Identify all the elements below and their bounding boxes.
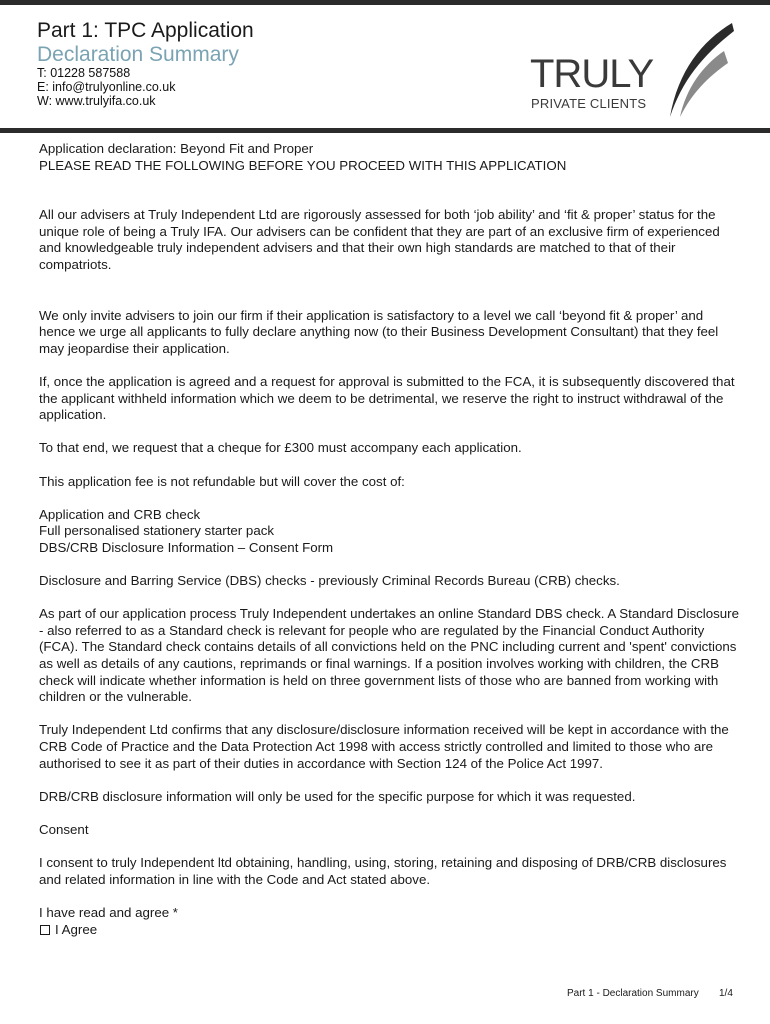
agree-checkbox-label: I Agree bbox=[55, 921, 98, 937]
header bbox=[0, 5, 770, 128]
declaration-body bbox=[39, 141, 739, 938]
list-item: DBS/CRB Disclosure Information – Consent Form bbox=[39, 539, 334, 555]
consent-heading: Consent bbox=[39, 821, 89, 837]
paragraph-refund: This application fee is not refundable but will cover the cost of: bbox=[39, 473, 405, 489]
footer-label: Part 1 - Declaration Summary bbox=[567, 988, 699, 999]
paragraph-advisers: All our advisers at Truly Independent Ltd are rigorously assessed for both ‘job ability’ and ‘fit & proper’ status for the unique role of being a Truly IFA. Our advisers can be confident that they are part of an exclusive firm of experienced and knowledgeable truly independent advisers and that their own high standards are matched to that of their compatriots. bbox=[39, 207, 720, 272]
intro-line: Application declaration: Beyond Fit and Proper bbox=[39, 141, 314, 156]
paragraph-invite: We only invite advisers to join our firm if their application is satisfactory to a level we call ‘beyond fit & proper’ and hence we urge all applicants to fully declare anything now (to their Business Development Consultant) that they feel may jeopardise their application. bbox=[39, 307, 719, 356]
paragraph-confirmation: Truly Independent Ltd confirms that any disclosure/disclosure information received will be kept in accordance with the CRB Code of Practice and the Data Protection Act 1998 with access strictly controlled and limited to those who are authorised to see it as part of their duties in accordance with Section 124 of the Police Act 1997. bbox=[39, 722, 729, 771]
list-item: Full personalised stationery starter pack bbox=[39, 523, 275, 539]
logo-wordmark: TRULY bbox=[530, 52, 654, 96]
paragraph-fee: To that end, we request that a cheque for £300 must accompany each application. bbox=[39, 440, 522, 456]
page-number: 1/4 bbox=[719, 988, 733, 999]
feather-logo-icon bbox=[662, 21, 737, 121]
agree-checkbox-row[interactable] bbox=[39, 922, 739, 939]
header-rule bbox=[0, 128, 770, 133]
intro-warning: PLEASE READ THE FOLLOWING BEFORE YOU PROCEED WITH THIS APPLICATION bbox=[39, 157, 567, 173]
page-subtitle: Declaration Summary bbox=[37, 43, 239, 66]
list-item: Application and CRB check bbox=[39, 506, 201, 522]
paragraph-dbs: Disclosure and Barring Service (DBS) checks - previously Criminal Records Bureau (CRB) checks. bbox=[39, 573, 620, 589]
agree-prompt: I have read and agree * bbox=[39, 904, 178, 920]
logo-subtitle: PRIVATE CLIENTS bbox=[531, 96, 647, 111]
paragraph-consent: I consent to truly Independent ltd obtaining, handling, using, storing, retaining and disposing of DRB/CRB disclosures and related information in line with the Code and Act stated above. bbox=[39, 855, 727, 887]
contact-website: W: www.trulyifa.co.uk bbox=[37, 94, 156, 108]
contact-email: E: info@trulyonline.co.uk bbox=[37, 80, 176, 94]
paragraph-standard-check: As part of our application process Truly Independent undertakes an online Standard DBS check. A Standard Disclosure - also referred to as a Standard check is relevant for people who are regulated by the Financial Conduct Authority (FCA). The Standard check contains details of all convictions held on the PNC including current and 'spent' convictions as well as details of any cautions, reprimands or final warnings. If a position involves working with children, the CRB check will indicate whether information is held on three government lists of those who are banned from working with children or the vulnerable. bbox=[39, 606, 739, 705]
contact-phone: T: 01228 587588 bbox=[37, 66, 131, 80]
page-title: Part 1: TPC Application bbox=[37, 19, 254, 42]
paragraph-withdrawal: If, once the application is agreed and a request for approval is submitted to the FCA, it is subsequently discovered that the applicant withheld information which we deem to be detrimental, we reserve the right to instruct withdrawal of the application. bbox=[39, 373, 735, 423]
agree-checkbox[interactable] bbox=[40, 925, 50, 935]
paragraph-usage: DRB/CRB disclosure information will only be used for the specific purpose for which it was requested. bbox=[39, 788, 636, 804]
